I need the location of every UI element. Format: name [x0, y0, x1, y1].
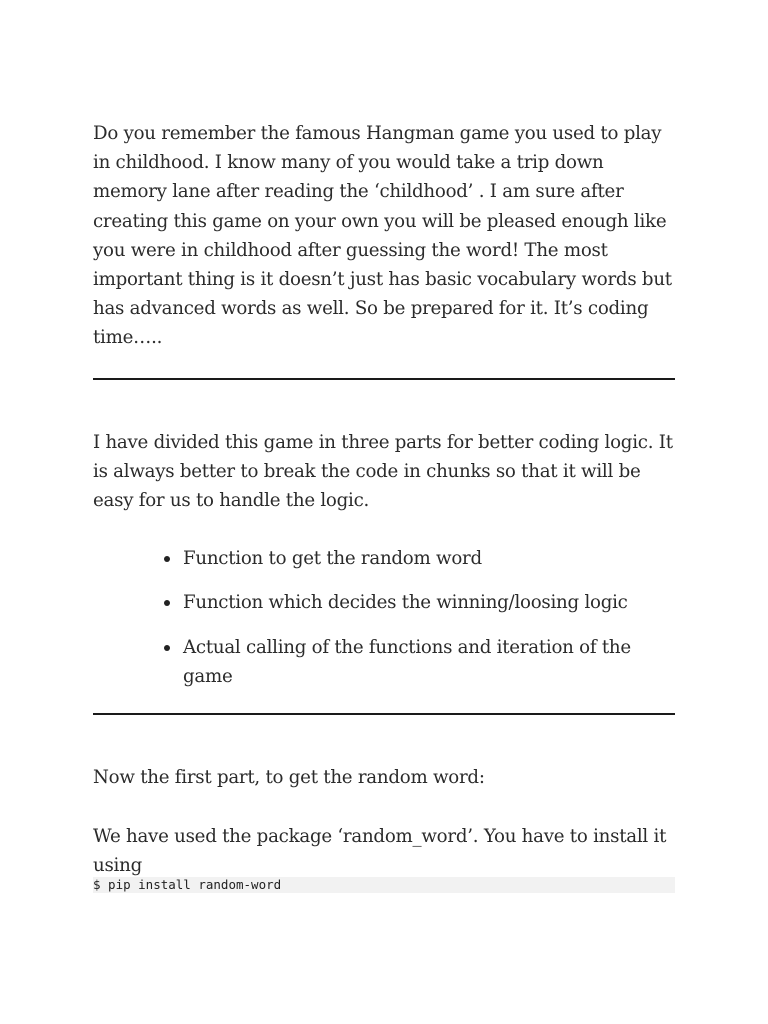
- install-command-code: $ pip install random-word: [93, 877, 675, 893]
- package-paragraph: We have used the package ‘random_word’. You have to install it using: [93, 826, 667, 877]
- article-body: [93, 119, 675, 893]
- parts-list: [93, 544, 675, 691]
- first-part-paragraph: Now the first part, to get the random word:: [93, 767, 485, 789]
- list-item: [165, 633, 675, 691]
- list-item: [165, 588, 675, 617]
- bullet-icon: [164, 600, 170, 606]
- list-item: [165, 544, 675, 573]
- section-divider: [93, 713, 675, 715]
- section-divider: [93, 378, 675, 380]
- list-item-text: Actual calling of the functions and iteration of the game: [183, 636, 631, 687]
- bullet-icon: [164, 556, 170, 562]
- parts-intro-paragraph: I have divided this game in three parts for better coding logic. It is always better to break the code in chunks so that it will be easy for us to handle the logic.: [93, 431, 673, 512]
- list-item-text: Function to get the random word: [183, 548, 482, 570]
- intro-paragraph: Do you remember the famous Hangman game you used to play in childhood. I know many of you would take a trip down memory lane after reading the ‘childhood’ . I am sure after creating this game on your own you will be pleased enough like you were in childhood after guessing the word! The most important thing is it doesn’t just has basic vocabulary words but has advanced words as well. So be prepared for it. It’s coding time…..: [93, 123, 672, 349]
- bullet-icon: [164, 645, 170, 651]
- list-item-text: Function which decides the winning/loosing logic: [183, 592, 628, 614]
